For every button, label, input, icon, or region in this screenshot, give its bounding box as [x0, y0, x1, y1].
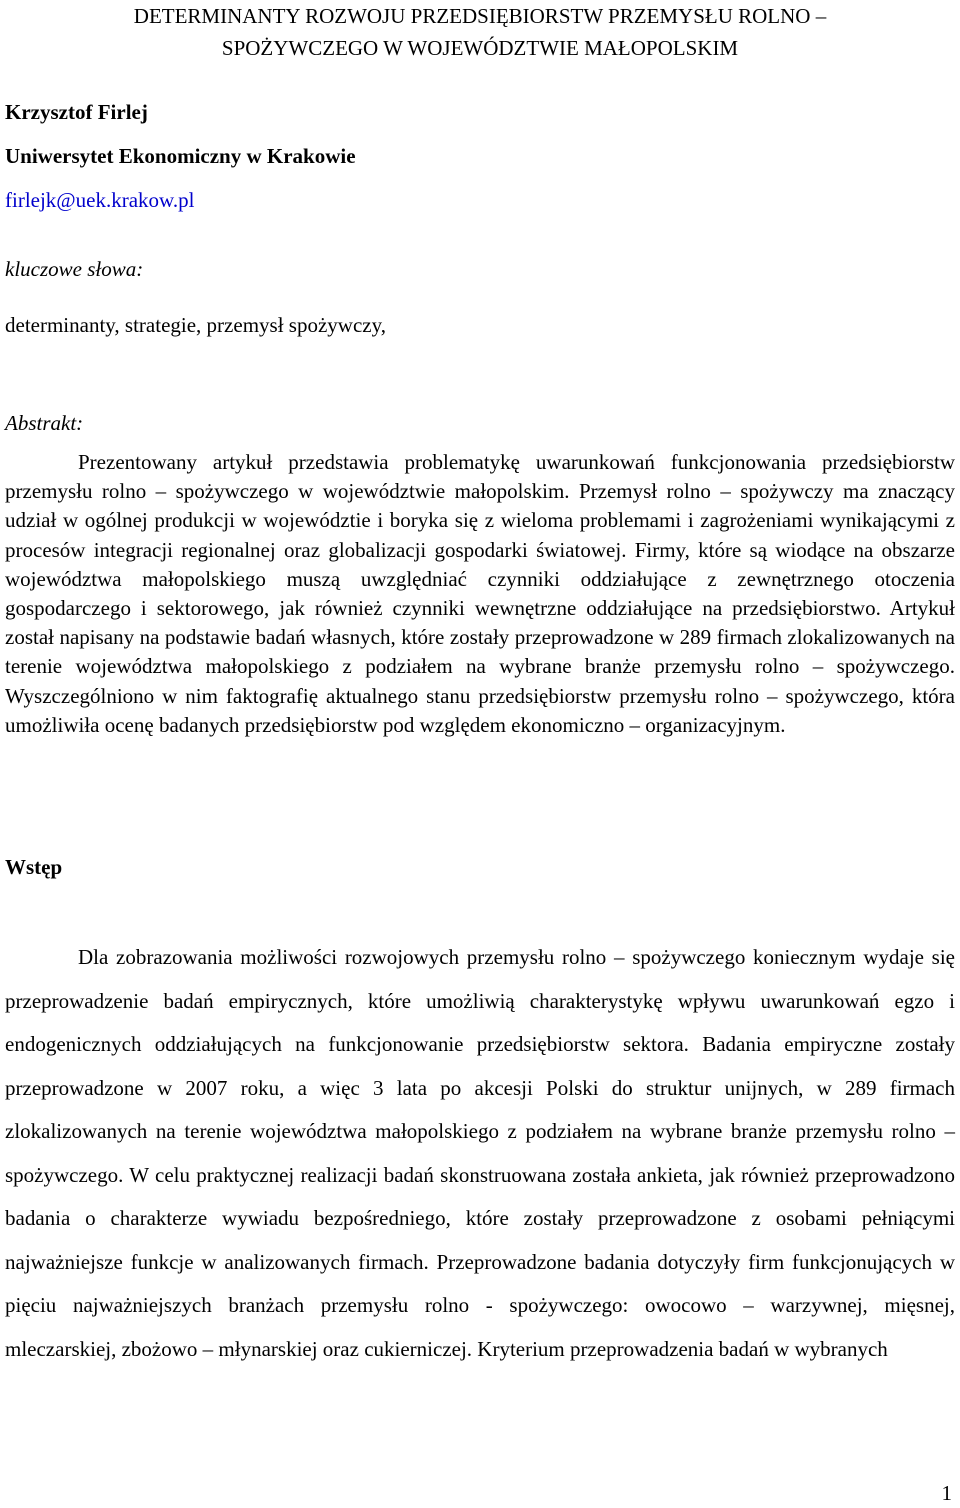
keywords-text: determinanty, strategie, przemysł spożywczy,: [5, 313, 386, 337]
page-number: 1: [941, 1481, 952, 1505]
section-heading-introduction: Wstęp: [5, 855, 63, 879]
paper-title-line-1: DETERMINANTY ROZWOJU PRZEDSIĘBIORSTW PRZEMYSŁU ROLNO –: [133, 4, 827, 28]
author-name: Krzysztof Firlej: [5, 100, 148, 124]
paper-title: [5, 0, 955, 64]
keywords-label: kluczowe słowa:: [5, 257, 144, 281]
abstract-paragraph: Prezentowany artykuł przedstawia problematykę uwarunkowań funkcjonowania przedsiębiorstw przemysłu rolno – spożywczego w województwie małopolskim. Przemysł rolno – spożywczy ma znaczący udział w ogólnej produkcji w województie i boryka się z wieloma problemami i zagrożeniami wynikającymi z procesów integracji regionalnej oraz globalizacji gospodarki światowej. Firmy, które są wiodące na obszarze województwa małopolskiego muszą uwzględniać czynniki oddziałujące z zewnętrznego otoczenia gospodarczego i sektorowego, jak również czynniki wewnętrzne oddziałujące na przedsiębiorstwo. Artykuł został napisany na podstawie badań własnych, które zostały przeprowadzone w 289 firmach zlokalizowanych na terenie województwa małopolskiego z podziałem na wybrane branże przemysłu rolno – spożywczego. Wyszczególniono w nim faktografię aktualnego stanu przedsiębiorstw przemysłu rolno – spożywczego, która umożliwiła ocenę badanych przedsiębiorstw pod względem ekonomiczno – organizacyjnym.: [5, 450, 955, 737]
abstract-label: Abstrakt:: [5, 411, 84, 435]
author-email-link[interactable]: firlejk@uek.krakow.pl: [5, 188, 195, 212]
author-affiliation: Uniwersytet Ekonomiczny w Krakowie: [5, 144, 356, 168]
introduction-paragraph: Dla zobrazowania możliwości rozwojowych przemysłu rolno – spożywczego koniecznym wydaje się przeprowadzenie badań empirycznych, które umożliwią charakterystykę wpływu uwarunkowań egzo i endogenicznych oddziałujących na funkcjonowanie przedsiębiorstw sektora. Badania empiryczne zostały przeprowadzone w 2007 roku, a więc 3 lata po akcesji Polski do struktur unijnych, w 289 firmach zlokalizowanych na terenie województwa małopolskiego z podziałem na wybrane branże przemysłu rolno – spożywczego. W celu praktycznej realizacji badań skonstruowana została ankieta, jak również przeprowadzono badania o charakterze wywiadu bezpośredniego, które zostały przeprowadzone z osobami pełniącymi najważniejsze funkcje w analizowanych firmach. Przeprowadzone badania dotyczyły firm funkcjonujących w pięciu najważniejszych branżach przemysłu rolno - spożywczego: owocowo – warzywnej, mięsnej, mleczarskiej, zbożowo – młynarskiej oraz cukierniczej. Kryterium przeprowadzenia badań w wybranych: [5, 945, 955, 1361]
paper-title-line-2: SPOŻYWCZEGO W WOJEWÓDZTWIE MAŁOPOLSKIM: [221, 36, 739, 60]
